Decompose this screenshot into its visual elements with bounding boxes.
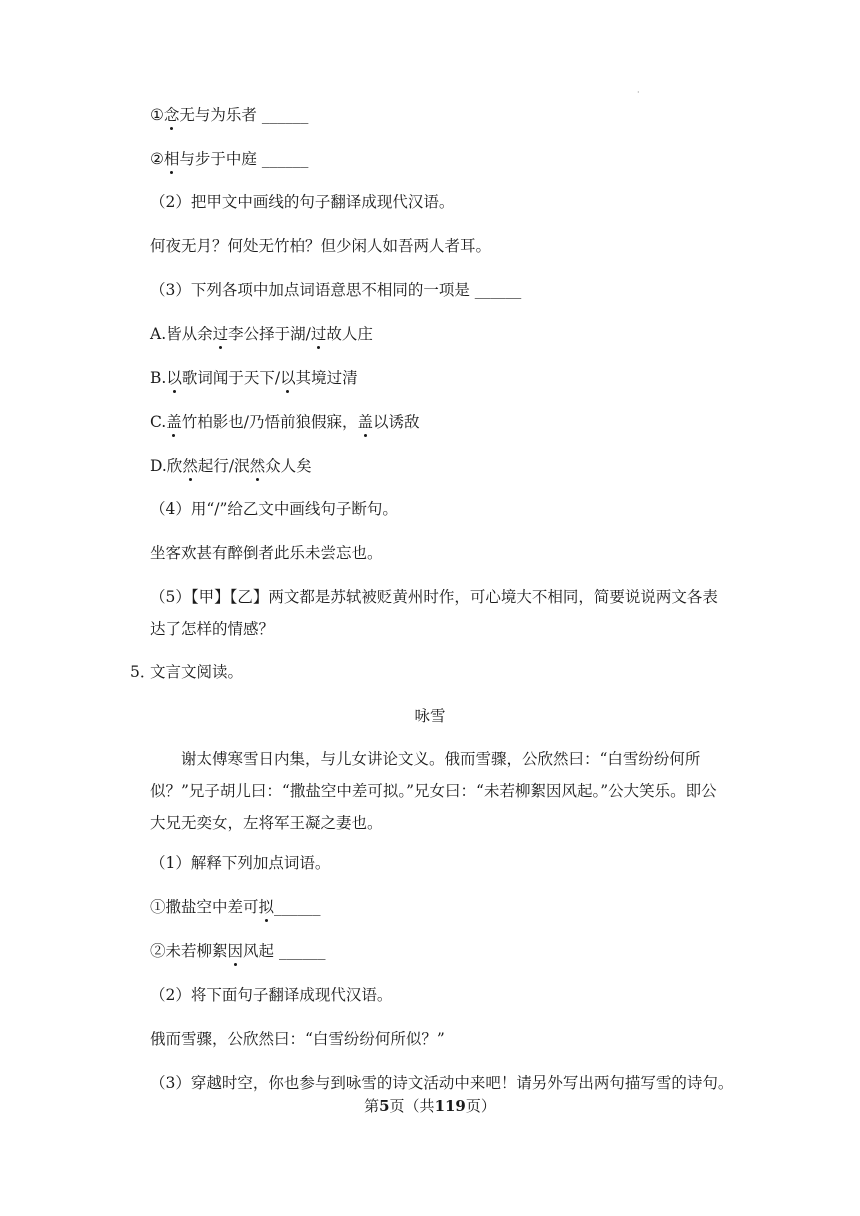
q4-option-a: A.皆从余过李公择于湖/过故人庄 [150,325,373,343]
q4-sub5-prompt: （5）【甲】【乙】两文都是苏轼被贬黄州时作，可心境大不相同，简要说说两文各表达了怎样的情感？ [150,588,718,638]
q5-item-2: ②未若柳絮因风起 ______ [150,942,326,960]
emphasis-char: 盖 [357,413,373,431]
emphasis-char: 过 [310,325,327,343]
emphasis-char: 相 [163,150,180,168]
q4-item-2: ②相与步于中庭 ______ [150,150,309,168]
q4-sub4-prompt: （4）用“/”给乙文中画线句子断句。 [150,500,398,518]
q4-sub4-sentence: 坐客欢甚有醉倒者此乐未尝忘也。 [150,544,383,562]
emphasis-char: 然 [182,457,198,475]
emphasis-char: 拟 [258,898,275,916]
passage-text: 谢太傅寒雪日内集，与儿女讲论文义。俄而雪骤，公欣然曰：“白雪纷纷何所似？”兄子胡儿曰：“撒盐空中差可拟。”兄女曰：“未若柳絮因风起。”公大笑乐。即公大兄无奕女，左将军王凝之妻也。 [150,750,717,832]
q4-option-d: D.欣然起行/泯然众人矣 [150,457,312,475]
page-number: 5 [379,1097,390,1115]
question-number: 5． [130,663,156,681]
q4-sub2-sentence: 何夜无月？何处无竹柏？但少闲人如吾两人者耳。 [150,237,492,255]
emphasis-char: 以 [166,369,182,387]
emphasis-char: 以 [280,369,296,387]
q4-option-b: B.以歌词闻于天下/以其境过清 [150,369,358,387]
emphasis-char: 然 [249,457,266,475]
emphasis-char: 念 [163,106,180,124]
q5-sub2-sentence: 俄而雪骤，公欣然曰：“白雪纷纷何所似？” [150,1030,445,1048]
emphasis-char: 盖 [166,413,182,431]
q5-item-1: ①撒盐空中差可拟______ [150,898,321,916]
q4-sub3-prompt: （3）下列各项中加点词语意思不相同的一项是 ______ [150,281,522,299]
emphasis-char: 因 [227,942,244,960]
question-heading: 文言文阅读。 [150,663,244,681]
q5-sub2-prompt: （2）将下面句子翻译成现代汉语。 [150,986,393,1004]
emphasis-char: 过 [212,325,229,343]
q5-sub1-prompt: （1）解释下列加点词语。 [150,854,331,872]
q4-sub2-prompt: （2）把甲文中画线的句子翻译成现代汉语。 [150,193,455,211]
corner-mark: · [637,88,640,97]
page-footer: 第5页（共119页） [364,1097,496,1115]
q4-option-c: C.盖竹柏影也/乃悟前狼假寐，盖以诱敌 [150,413,420,431]
page-total: 119 [434,1097,466,1115]
q5-sub3-prompt: （3）穿越时空，你也参与到咏雪的诗文活动中来吧！请另外写出两句描写雪的诗句。 [150,1074,734,1092]
q4-item-1: ①念无与为乐者 ______ [150,106,309,124]
passage-title: 咏雪 [414,707,446,725]
